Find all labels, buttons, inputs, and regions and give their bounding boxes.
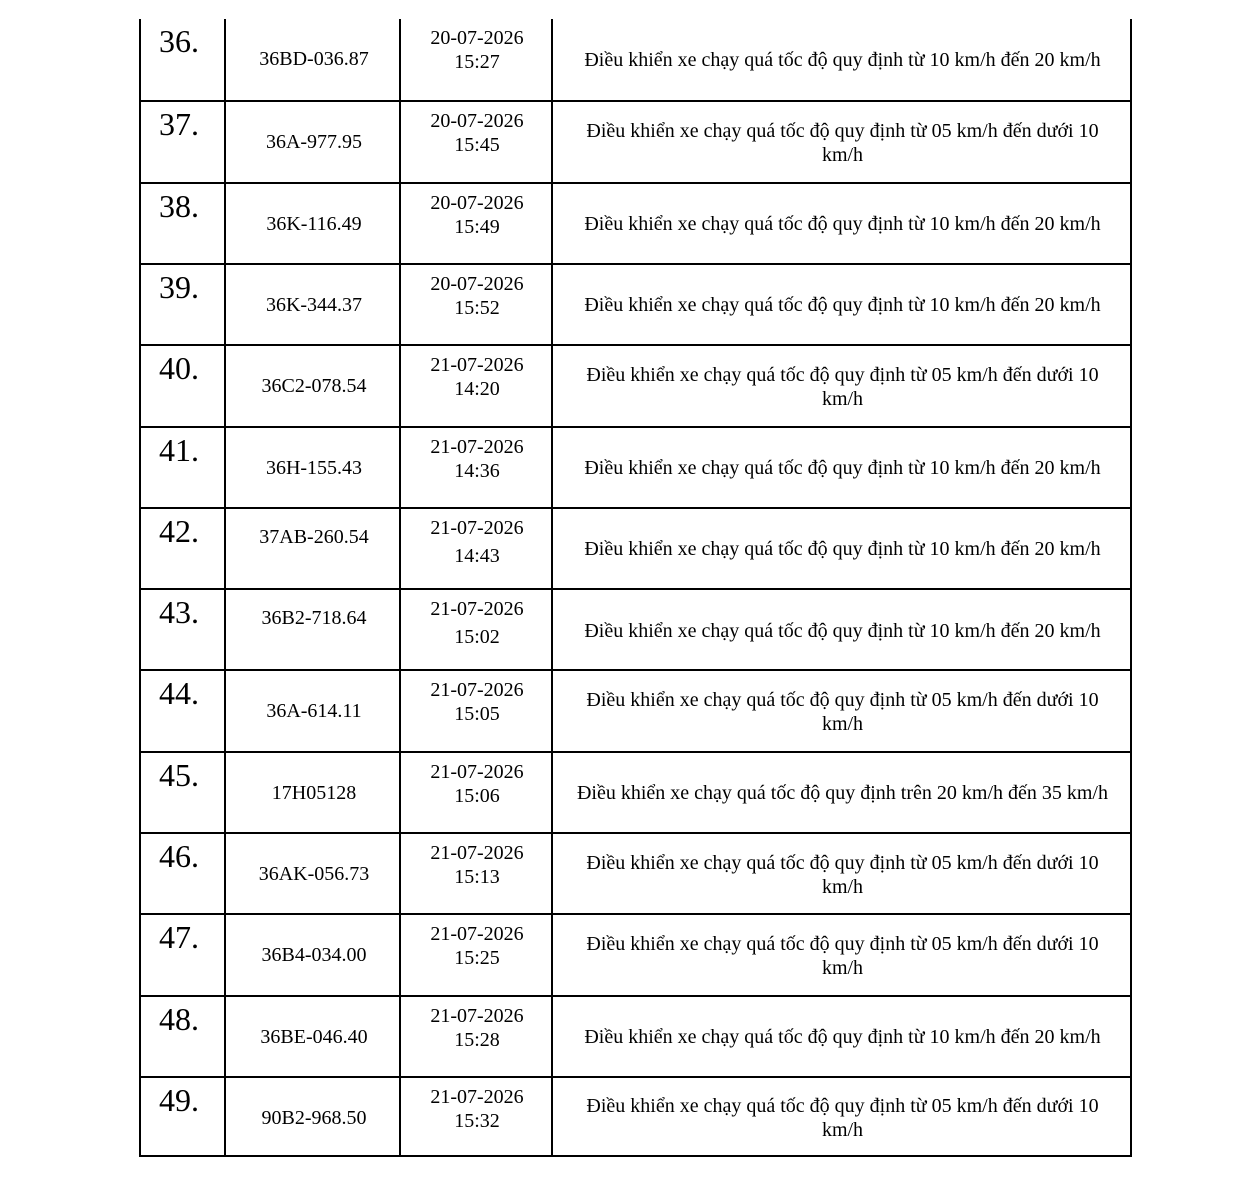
violation-date: 21-07-2026 — [430, 354, 524, 377]
table-row — [141, 263, 1130, 344]
row-number: 41. — [159, 431, 199, 468]
violation-description: Điều khiển xe chạy quá tốc độ quy định từ 10 km/h đến 20 km/h — [584, 457, 1101, 479]
license-plate: 36K-344.37 — [265, 293, 363, 316]
violation-datetime — [402, 516, 552, 568]
license-plate: 36A-977.95 — [265, 131, 363, 154]
violation-time: 14:43 — [454, 544, 500, 567]
license-plate: 36A-614.11 — [266, 700, 362, 723]
license-plate: 36B4-034.00 — [261, 944, 367, 967]
row-number: 46. — [159, 838, 199, 874]
violation-description: Điều khiển xe chạy quá tốc độ quy định từ 10 km/h đến 20 km/h — [584, 213, 1101, 236]
violation-description: Điều khiển xe chạy quá tốc độ quy định từ 10 km/h đến 20 km/h — [584, 294, 1101, 317]
violation-time: 15:05 — [454, 703, 500, 726]
row-number: 39. — [159, 268, 199, 305]
table-row — [141, 344, 1130, 425]
violation-description: Điều khiển xe chạy quá tốc độ quy định từ 10 km/h đến 20 km/h — [584, 538, 1101, 561]
violation-date: 20-07-2026 — [430, 110, 524, 133]
row-number: 37. — [159, 106, 199, 143]
violation-description: Điều khiển xe chạy quá tốc độ quy định từ 05 km/h đến dưới 10 km/h — [586, 119, 1099, 166]
table-row — [141, 588, 1130, 669]
violation-time: 14:36 — [454, 459, 500, 482]
violation-date: 21-07-2026 — [430, 679, 524, 702]
violation-date: 21-07-2026 — [430, 1085, 524, 1108]
table-row — [141, 913, 1130, 994]
table-row — [141, 100, 1130, 181]
violation-time: 15:32 — [454, 1109, 500, 1132]
table-row — [141, 19, 1130, 100]
license-plate: 36BE-046.40 — [260, 1025, 368, 1048]
violation-date: 20-07-2026 — [430, 191, 524, 214]
violation-time: 15:28 — [454, 1028, 500, 1051]
license-plate: 36H-155.43 — [265, 456, 363, 479]
license-plate: 36K-116.49 — [266, 212, 362, 235]
row-number: 47. — [159, 919, 199, 956]
violation-date: 21-07-2026 — [430, 842, 524, 864]
violation-description: Điều khiển xe chạy quá tốc độ quy định từ 05 km/h đến dưới 10 km/h — [586, 363, 1099, 410]
license-plate: 36B2-718.64 — [261, 607, 367, 630]
row-number: 43. — [159, 594, 199, 631]
row-number: 45. — [159, 756, 199, 793]
violation-time: 15:52 — [454, 296, 500, 319]
violation-datetime — [402, 1004, 552, 1052]
table-row — [141, 832, 1130, 913]
violation-time: 15:45 — [454, 134, 500, 157]
violation-description: Điều khiển xe chạy quá tốc độ quy định từ 05 km/h đến dưới 10 km/h — [586, 1095, 1099, 1142]
violation-datetime — [402, 678, 552, 726]
row-number: 48. — [159, 1000, 199, 1037]
violation-date: 21-07-2026 — [430, 598, 524, 621]
table-row — [141, 995, 1130, 1076]
violation-datetime — [402, 272, 552, 320]
violation-datetime — [402, 841, 552, 889]
violations-table — [139, 19, 1132, 1157]
violation-datetime — [402, 435, 552, 483]
violation-description: Điều khiển xe chạy quá tốc độ quy định từ 10 km/h đến 20 km/h — [584, 1026, 1101, 1049]
violation-date: 20-07-2026 — [430, 272, 524, 295]
violation-datetime — [402, 353, 552, 401]
violation-datetime — [402, 922, 552, 970]
row-number: 42. — [159, 512, 199, 549]
violation-description: Điều khiển xe chạy quá tốc độ quy định từ 05 km/h đến dưới 10 km/h — [586, 851, 1099, 898]
violation-datetime — [402, 109, 552, 157]
violation-datetime — [402, 597, 552, 649]
violation-datetime — [402, 1085, 552, 1133]
table-row — [141, 507, 1130, 588]
violation-date: 20-07-2026 — [430, 27, 524, 49]
violation-datetime — [402, 26, 552, 74]
violation-date: 21-07-2026 — [430, 516, 524, 539]
table-row — [141, 1076, 1130, 1157]
violation-time: 15:13 — [454, 866, 500, 888]
violation-description: Điều khiển xe chạy quá tốc độ quy định từ 05 km/h đến dưới 10 km/h — [586, 932, 1099, 979]
row-number: 38. — [159, 187, 199, 224]
violation-datetime — [402, 191, 552, 239]
violation-time: 15:06 — [454, 784, 500, 807]
table-row — [141, 426, 1130, 507]
violation-time: 15:27 — [454, 51, 500, 73]
row-number: 49. — [159, 1081, 199, 1118]
violation-time: 15:25 — [454, 947, 500, 970]
license-plate: 17H05128 — [271, 781, 357, 804]
table-row — [141, 669, 1130, 750]
violation-description: Điều khiển xe chạy quá tốc độ quy định từ 10 km/h đến 20 km/h — [584, 48, 1101, 71]
violation-time: 15:02 — [454, 626, 500, 649]
violation-description: Điều khiển xe chạy quá tốc độ quy định từ 10 km/h đến 20 km/h — [584, 619, 1101, 642]
license-plate: 36AK-056.73 — [258, 863, 370, 885]
violation-time: 14:20 — [454, 378, 500, 401]
row-number: 36. — [159, 23, 199, 59]
license-plate: 90B2-968.50 — [261, 1106, 367, 1129]
violation-description: Điều khiển xe chạy quá tốc độ quy định từ 05 km/h đến dưới 10 km/h — [586, 688, 1099, 735]
violation-date: 21-07-2026 — [430, 435, 524, 458]
violation-date: 21-07-2026 — [430, 923, 524, 946]
violation-date: 21-07-2026 — [430, 1004, 524, 1027]
violation-datetime — [402, 760, 552, 808]
row-number: 44. — [159, 675, 199, 712]
violation-date: 21-07-2026 — [430, 760, 524, 783]
license-plate: 36BD-036.87 — [259, 48, 369, 70]
violation-time: 15:49 — [454, 215, 500, 238]
table-row — [141, 182, 1130, 263]
license-plate: 37AB-260.54 — [259, 525, 369, 548]
license-plate: 36C2-078.54 — [261, 375, 367, 398]
violation-description: Điều khiển xe chạy quá tốc độ quy định trên 20 km/h đến 35 km/h — [576, 782, 1108, 805]
row-number: 40. — [159, 350, 199, 387]
table-row — [141, 751, 1130, 832]
